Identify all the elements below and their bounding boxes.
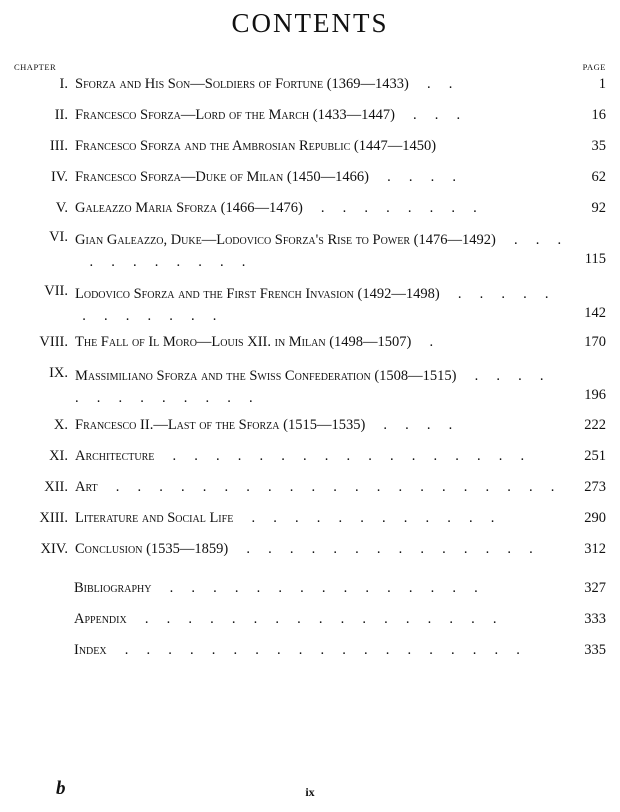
page-number: 115 xyxy=(584,251,606,267)
page-number: 273 xyxy=(584,479,606,495)
chapter-column-header: CHAPTER xyxy=(14,62,57,72)
chapter-title: Francesco II.—Last of the Sforza (1515—1535) . . . . xyxy=(75,417,453,433)
chapter-title: Architecture . . . . . . . . . . . . . . . . . xyxy=(75,448,525,464)
chapter-number: II. xyxy=(54,107,68,123)
chapter-title: Art . . . . . . . . . . . . . . . . . . . . . xyxy=(75,479,555,495)
chapter-number: III. xyxy=(49,138,68,154)
chapter-title: Francesco Sforza—Lord of the March (1433—1447) . . . xyxy=(75,107,461,123)
chapter-number: XII. xyxy=(44,479,68,495)
chapter-number: VII. xyxy=(44,283,68,299)
back-matter-title: Index . . . . . . . . . . . . . . . . . . . xyxy=(74,642,520,658)
page-number: 16 xyxy=(591,107,606,123)
back-matter-title: Bibliography . . . . . . . . . . . . . . . xyxy=(74,580,478,596)
chapter-number: XIV. xyxy=(40,541,68,557)
chapter-number: IX. xyxy=(49,365,68,381)
chapter-number: VIII. xyxy=(39,334,68,350)
page-number: 333 xyxy=(584,611,606,627)
chapter-number: XIII. xyxy=(39,510,68,526)
page-number: 62 xyxy=(591,169,606,185)
chapter-title: Francesco Sforza and the Ambrosian Republic (1447—1450) xyxy=(75,138,437,154)
chapter-title: The Fall of Il Moro—Louis XII. in Milan (1498—1507) . xyxy=(75,334,434,350)
chapter-title: Gian Galeazzo, Duke—Lodovico Sforza's Rise to Power (1476—1492) . . . . . . . . . . . xyxy=(75,232,562,270)
page-title: CONTENTS xyxy=(231,8,389,38)
page-number: 142 xyxy=(584,305,606,321)
page-number: 251 xyxy=(584,448,606,464)
chapter-title: Literature and Social Life . . . . . . . . . . . . xyxy=(75,510,495,526)
page-column-header: PAGE xyxy=(582,62,606,72)
chapter-title: Massimiliano Sforza and the Swiss Confederation (1508—1515) . . . . . . . . . . . . . xyxy=(75,368,558,406)
page-number: 327 xyxy=(584,580,606,596)
page-number: 335 xyxy=(584,642,606,658)
page-number: 312 xyxy=(584,541,606,557)
page-number: 1 xyxy=(598,76,606,92)
page-number: 196 xyxy=(584,387,606,403)
page-number: 92 xyxy=(591,200,606,216)
chapter-title: Sforza and His Son—Soldiers of Fortune (1369—1433) . . xyxy=(75,76,453,92)
chapter-number: IV. xyxy=(50,169,68,185)
chapter-title: Galeazzo Maria Sforza (1466—1476) . . . . . . . . xyxy=(75,200,477,216)
page-number: 35 xyxy=(591,138,606,154)
chapter-title: Lodovico Sforza and the First French Invasion (1492—1498) . . . . . . . . . . . . xyxy=(75,286,556,324)
page-number: 222 xyxy=(584,417,606,433)
chapter-number: V. xyxy=(55,200,68,216)
chapter-number: X. xyxy=(53,417,68,433)
chapter-title: Conclusion (1535—1859) . . . . . . . . . . . . . . xyxy=(75,541,533,557)
signature-mark: b xyxy=(56,778,66,799)
chapter-number: VI. xyxy=(49,229,68,245)
page-number: 290 xyxy=(584,510,606,526)
back-matter-title: Appendix . . . . . . . . . . . . . . . . . xyxy=(74,611,497,627)
page-folio: ix xyxy=(305,785,315,799)
chapter-number: I. xyxy=(59,76,68,92)
page-number: 170 xyxy=(584,334,606,350)
chapter-title: Francesco Sforza—Duke of Milan (1450—1466) . . . . xyxy=(75,169,456,185)
chapter-number: XI. xyxy=(49,448,68,464)
